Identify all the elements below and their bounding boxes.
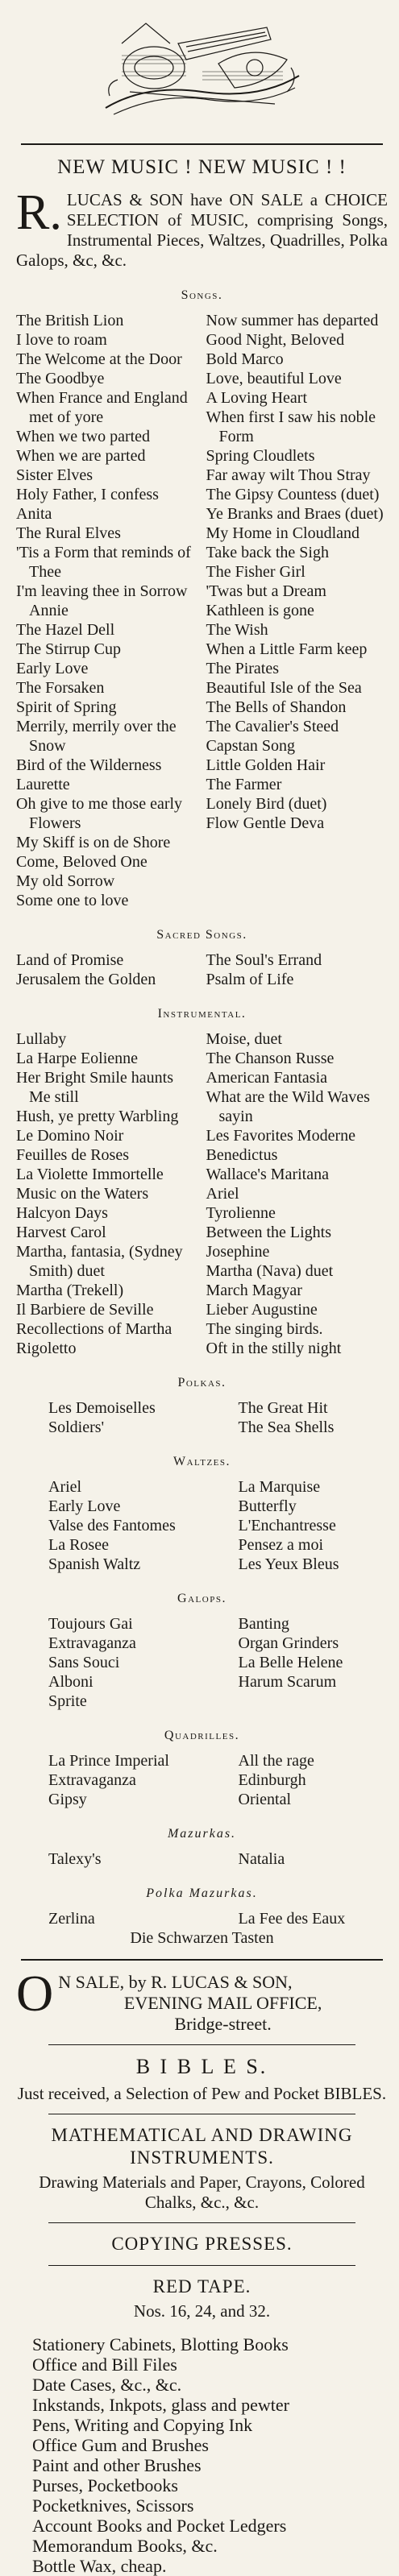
song-title: The Cavalier's Steed bbox=[206, 718, 339, 735]
rule-before-red-tape bbox=[48, 2265, 355, 2266]
sacred-song-title: Land of Promise bbox=[16, 951, 124, 969]
song-title: Laurette bbox=[16, 776, 70, 793]
instruments-heading: MATHEMATICAL AND DRAWING INSTRUMENTS. bbox=[51, 2125, 353, 2168]
polka-mazurkas-list bbox=[16, 1909, 388, 1928]
song-title: Lonely Bird (duet) bbox=[206, 795, 327, 813]
song-title: A Loving Heart bbox=[206, 389, 308, 407]
quadrille-title: Edinburgh bbox=[238, 1771, 306, 1789]
intro-paragraph bbox=[16, 185, 388, 271]
instrumental-title: Feuilles de Roses bbox=[16, 1146, 129, 1164]
galop-title: Banting bbox=[238, 1615, 289, 1633]
on-sale-notice bbox=[16, 1965, 388, 2035]
on-sale-line3: Bridge-street. bbox=[174, 2014, 272, 2034]
song-title: Far away wilt Thou Stray bbox=[206, 466, 371, 484]
instrumental-title: Music on the Waters bbox=[16, 1185, 149, 1203]
sacred-right-column bbox=[206, 950, 389, 989]
waltz-title: Valse des Fantomes bbox=[48, 1517, 176, 1534]
waltz-title: L'Enchantresse bbox=[238, 1517, 336, 1534]
sacred-song-title: Jerusalem the Golden bbox=[16, 971, 156, 988]
on-sale-line2: EVENING MAIL OFFICE, bbox=[123, 1993, 322, 2013]
song-title: Merrily, merrily over the Snow bbox=[16, 718, 177, 755]
instrumental-title: Martha, fantasia, (Sydney Smith) duet bbox=[16, 1243, 183, 1280]
song-title: The Hazel Dell bbox=[16, 621, 115, 639]
galops-list bbox=[16, 1614, 388, 1711]
bibles-body: Just received, a Selection of Pew and Pocket BIBLES. bbox=[17, 2084, 387, 2103]
sacred-song-title: The Soul's Errand bbox=[206, 951, 322, 969]
quadrilles-left-column bbox=[16, 1751, 198, 1809]
polkas-left-column bbox=[16, 1398, 198, 1437]
song-title: The Goodbye bbox=[16, 370, 105, 387]
galop-title: Organ Grinders bbox=[238, 1634, 339, 1652]
instrumental-title: Recollections of Martha bbox=[16, 1320, 172, 1338]
galop-title: La Belle Helene bbox=[238, 1654, 343, 1671]
song-title: The British Lion bbox=[16, 312, 124, 329]
stationery-item: Inkstands, Inkpots, glass and pewter bbox=[32, 2395, 289, 2415]
galop-title: Toujours Gai bbox=[48, 1615, 133, 1633]
waltz-title: Butterfly bbox=[238, 1497, 297, 1515]
song-title: The Gipsy Countess (duet) bbox=[206, 486, 380, 503]
instrumental-title: Lieber Augustine bbox=[206, 1301, 318, 1319]
song-title: Bird of the Wilderness bbox=[16, 756, 162, 774]
song-title: I'm leaving thee in Sorrow Annie bbox=[16, 582, 188, 619]
song-title: Love, beautiful Love bbox=[206, 370, 342, 387]
song-title: When France and England met of yore bbox=[16, 389, 188, 426]
song-title: The Rural Elves bbox=[16, 524, 121, 542]
song-title: The Fisher Girl bbox=[206, 563, 305, 581]
stationery-item: Pocketknives, Scissors bbox=[32, 2495, 194, 2516]
song-title: Anita bbox=[16, 505, 52, 523]
song-title: My Home in Cloudland bbox=[206, 524, 360, 542]
song-title: The Welcome at the Door bbox=[16, 350, 182, 368]
song-title: Flow Gentle Deva bbox=[206, 814, 325, 832]
song-title: 'Tis a Form that reminds of Thee bbox=[16, 544, 191, 581]
song-title: When we are parted bbox=[16, 447, 146, 465]
song-title: Spirit of Spring bbox=[16, 698, 117, 716]
songs-heading: Songs. bbox=[181, 288, 223, 302]
red-tape-heading: RED TAPE. bbox=[152, 2276, 251, 2296]
waltzes-heading: Waltzes. bbox=[172, 1455, 231, 1468]
polka-mazurka-last: Die Schwarzen Tasten bbox=[130, 1929, 274, 1947]
song-title: The Wish bbox=[206, 621, 268, 639]
waltzes-left-column bbox=[16, 1477, 198, 1574]
instrumental-title: La Violette Immortelle bbox=[16, 1166, 164, 1183]
sacred-heading: Sacred Songs. bbox=[156, 928, 247, 942]
instrumental-title: Lullaby bbox=[16, 1030, 67, 1048]
on-sale-line1: N SALE, by R. LUCAS & SON, bbox=[58, 1972, 293, 1992]
instrumental-title: Hush, ye pretty Warbling bbox=[16, 1108, 179, 1125]
instrumental-title: Martha (Trekell) bbox=[16, 1282, 124, 1299]
songs-list bbox=[16, 311, 388, 910]
stationery-item: Purses, Pocketbooks bbox=[32, 2475, 178, 2495]
instrumental-heading: Instrumental. bbox=[157, 1007, 247, 1021]
instrumental-title: Rigoletto bbox=[16, 1340, 77, 1357]
polka-title: Soldiers' bbox=[48, 1418, 105, 1436]
instrumental-title: March Magyar bbox=[206, 1282, 302, 1299]
stationery-item: Memorandum Books, &c. bbox=[32, 2536, 218, 2556]
song-title: I love to roam bbox=[16, 331, 107, 349]
song-title: Holy Father, I confess bbox=[16, 486, 159, 503]
bibles-heading: B I B L E S. bbox=[135, 2055, 268, 2078]
intro-dropcap: R. bbox=[16, 185, 62, 240]
quadrilles-list bbox=[16, 1751, 388, 1809]
instrumental-title: Ariel bbox=[206, 1185, 239, 1203]
song-title: The Farmer bbox=[206, 776, 282, 793]
on-sale-big-letter: O bbox=[16, 1965, 54, 2022]
waltz-title: Early Love bbox=[48, 1497, 121, 1515]
songs-right-column bbox=[206, 311, 389, 910]
song-title: Spring Cloudlets bbox=[206, 447, 315, 465]
rule-before-presses bbox=[48, 2222, 355, 2223]
waltzes-list bbox=[16, 1477, 388, 1574]
instrumental-title: Halcyon Days bbox=[16, 1204, 108, 1222]
instrumental-title: Benedictus bbox=[206, 1146, 278, 1164]
song-title: Sister Elves bbox=[16, 466, 93, 484]
song-title: Beautiful Isle of the Sea bbox=[206, 679, 362, 697]
stationery-item: Office Gum and Brushes bbox=[32, 2435, 209, 2455]
song-title: Kathleen is gone bbox=[206, 602, 314, 619]
instrumental-title: Oft in the stilly night bbox=[206, 1340, 342, 1357]
sacred-left-column bbox=[16, 950, 198, 989]
instrumental-list bbox=[16, 1029, 388, 1358]
top-rule bbox=[21, 143, 383, 145]
waltz-title: Spanish Waltz bbox=[48, 1555, 141, 1573]
instrumental-title: Between the Lights bbox=[206, 1224, 332, 1241]
song-title: When a Little Farm keep bbox=[206, 640, 368, 658]
stationery-item: Bottle Wax, cheap. bbox=[32, 2556, 167, 2576]
polkas-list bbox=[16, 1398, 388, 1437]
instrumental-left-column bbox=[16, 1029, 198, 1358]
instrumental-title: Les Favorites Moderne bbox=[206, 1127, 356, 1145]
song-title: The Pirates bbox=[206, 660, 280, 677]
polkas-heading: Polkas. bbox=[177, 1376, 227, 1389]
song-title: Some one to love bbox=[16, 892, 129, 909]
instrumental-title: American Fantasia bbox=[206, 1069, 327, 1087]
mazurka-title: Natalia bbox=[238, 1850, 285, 1868]
galops-left-column bbox=[16, 1614, 198, 1711]
quadrille-title: Gipsy bbox=[48, 1791, 87, 1808]
intro-text: LUCAS & SON have ON SALE a CHOICE SELECTION of MUSIC, comprising Songs, Instrumental Pieces, Waltzes, Quadrilles, Polka Galops, &c, &c. bbox=[16, 190, 388, 270]
songs-left-column bbox=[16, 311, 198, 910]
polka-title: The Sea Shells bbox=[238, 1418, 335, 1436]
song-title: Take back the Sigh bbox=[206, 544, 329, 561]
instrumental-title: La Harpe Eolienne bbox=[16, 1050, 139, 1067]
quadrilles-right-column bbox=[206, 1751, 389, 1809]
song-title: Come, Beloved One bbox=[16, 853, 148, 871]
instruments-body: Drawing Materials and Paper, Crayons, Colored Chalks, &c., &c. bbox=[39, 2172, 365, 2212]
song-title: 'Twas but a Dream bbox=[206, 582, 326, 600]
instrumental-title: Moise, duet bbox=[206, 1030, 282, 1048]
polka-mazurka-left: Zerlina bbox=[48, 1910, 95, 1928]
waltz-title: Pensez a moi bbox=[238, 1536, 324, 1554]
quadrille-title: Oriental bbox=[238, 1791, 292, 1808]
stationery-item: Pens, Writing and Copying Ink bbox=[32, 2415, 253, 2435]
mazurka-title: Talexy's bbox=[48, 1850, 102, 1868]
galop-title: Alboni bbox=[48, 1673, 94, 1691]
instrumental-right-column bbox=[206, 1029, 389, 1358]
instrumental-title: Josephine bbox=[206, 1243, 270, 1261]
quadrille-title: Extravaganza bbox=[48, 1771, 136, 1789]
mazurkas-left-column bbox=[16, 1849, 198, 1869]
song-title: When we two parted bbox=[16, 428, 151, 445]
stationery-item: Office and Bill Files bbox=[32, 2354, 177, 2375]
quadrilles-heading: Quadrilles. bbox=[164, 1729, 240, 1742]
waltz-title: La Marquise bbox=[238, 1478, 321, 1496]
instrumental-title: The singing birds. bbox=[206, 1320, 323, 1338]
waltz-title: Ariel bbox=[48, 1478, 82, 1496]
galop-title: Sprite bbox=[48, 1692, 87, 1710]
song-title: Now summer has departed bbox=[206, 312, 379, 329]
mazurkas-right-column bbox=[206, 1849, 389, 1869]
instrumental-title: The Chanson Russe bbox=[206, 1050, 335, 1067]
galop-title: Harum Scarum bbox=[238, 1673, 337, 1691]
stationery-item: Account Books and Pocket Ledgers bbox=[32, 2516, 287, 2536]
song-title: The Stirrup Cup bbox=[16, 640, 121, 658]
rule-before-on-sale bbox=[21, 1959, 383, 1961]
polka-mazurka-right: La Fee des Eaux bbox=[238, 1910, 346, 1928]
mazurkas-heading: Mazurkas. bbox=[167, 1827, 237, 1841]
polka-title: The Great Hit bbox=[238, 1399, 328, 1417]
sacred-list bbox=[16, 950, 388, 989]
instrumental-title: Wallace's Maritana bbox=[206, 1166, 329, 1183]
stationery-list bbox=[16, 2334, 388, 2576]
song-title: My old Sorrow bbox=[16, 872, 115, 890]
song-title: Oh give to me those early Flowers bbox=[16, 795, 183, 832]
rule-before-bibles bbox=[48, 2044, 355, 2045]
waltz-title: La Rosee bbox=[48, 1536, 109, 1554]
song-title: Ye Branks and Braes (duet) bbox=[206, 505, 384, 523]
instrumental-title: Harvest Carol bbox=[16, 1224, 106, 1241]
instrumental-title: Le Domino Noir bbox=[16, 1127, 124, 1145]
song-title: The Forsaken bbox=[16, 679, 105, 697]
song-title: Capstan Song bbox=[206, 737, 296, 755]
instrumental-title: Tyrolienne bbox=[206, 1204, 276, 1222]
song-title: Early Love bbox=[16, 660, 89, 677]
song-title: Bold Marco bbox=[206, 350, 284, 368]
song-title: Little Golden Hair bbox=[206, 756, 326, 774]
polka-mazurkas-heading: Polka Mazurkas. bbox=[146, 1886, 258, 1900]
mazurkas-list bbox=[16, 1849, 388, 1869]
galop-title: Sans Souci bbox=[48, 1654, 120, 1671]
stationery-item: Stationery Cabinets, Blotting Books bbox=[32, 2334, 289, 2354]
music-instruments-engraving bbox=[98, 11, 307, 132]
song-title: The Bells of Shandon bbox=[206, 698, 347, 716]
stationery-item: Paint and other Brushes bbox=[32, 2455, 202, 2475]
waltzes-right-column bbox=[206, 1477, 389, 1574]
quadrille-title: La Prince Imperial bbox=[48, 1752, 169, 1770]
presses-heading: COPYING PRESSES. bbox=[111, 2234, 293, 2254]
instrumental-title: Her Bright Smile haunts Me still bbox=[16, 1069, 173, 1106]
quadrille-title: All the rage bbox=[238, 1752, 314, 1770]
galops-right-column bbox=[206, 1614, 389, 1711]
galops-heading: Galops. bbox=[177, 1592, 227, 1605]
stationery-item: Date Cases, &c., &c. bbox=[32, 2375, 182, 2395]
instrumental-title: What are the Wild Waves sayin bbox=[206, 1088, 370, 1125]
song-title: When first I saw his noble Form bbox=[206, 408, 376, 445]
polkas-right-column bbox=[206, 1398, 389, 1437]
instrumental-title: Il Barbiere de Seville bbox=[16, 1301, 154, 1319]
song-title: Good Night, Beloved bbox=[206, 331, 345, 349]
polka-title: Les Demoiselles bbox=[48, 1399, 156, 1417]
song-title: My Skiff is on de Shore bbox=[16, 834, 171, 851]
headline: NEW MUSIC ! NEW MUSIC ! ! bbox=[57, 156, 347, 178]
sacred-song-title: Psalm of Life bbox=[206, 971, 294, 988]
waltz-title: Les Yeux Bleus bbox=[238, 1555, 339, 1573]
galop-title: Extravaganza bbox=[48, 1634, 136, 1652]
red-tape-body: Nos. 16, 24, and 32. bbox=[133, 2301, 271, 2321]
instrumental-title: Martha (Nava) duet bbox=[206, 1262, 334, 1280]
